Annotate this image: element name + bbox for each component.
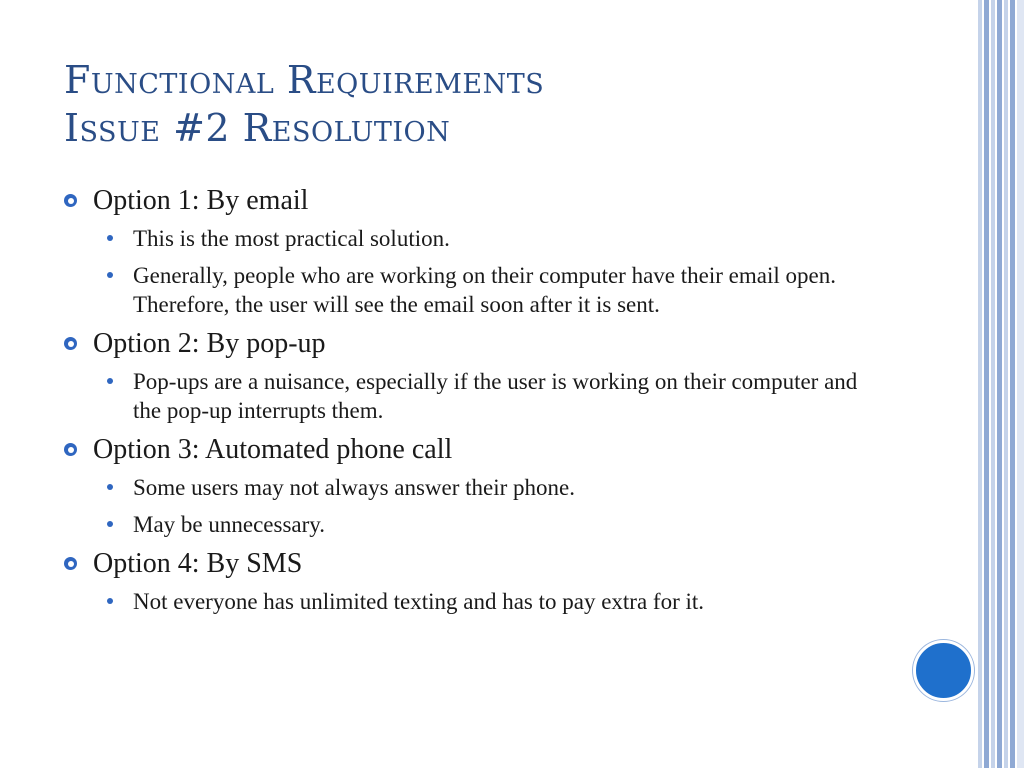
option-points: [93, 224, 894, 319]
decorative-stripe: [978, 0, 982, 768]
slide-body: [64, 184, 894, 624]
ring-bullet-icon: [64, 557, 77, 570]
slide-title: [64, 56, 544, 152]
point-text: Pop-ups are a nuisance, especially if the user is working on their computer and the pop-up interrupts them.: [133, 369, 858, 423]
list-item: [133, 224, 894, 253]
option-4: [64, 547, 894, 616]
slide-title-line-1: Functional Requirements: [64, 58, 545, 102]
ring-bullet-icon: [64, 337, 77, 350]
dot-bullet-icon: [107, 484, 113, 490]
option-label: Option 3: Automated phone call: [93, 434, 453, 465]
decorative-circle: [913, 640, 974, 701]
option-label: Option 4: By SMS: [93, 548, 303, 579]
decorative-stripe: [997, 0, 1002, 768]
ring-bullet-icon: [64, 443, 77, 456]
dot-bullet-icon: [107, 272, 113, 278]
option-label: Option 1: By email: [93, 185, 309, 216]
point-text: Generally, people who are working on their computer have their email open. Therefore, the user will see the email soon after it is sent.: [133, 263, 836, 317]
option-points: [93, 587, 894, 616]
list-item: [133, 261, 894, 319]
option-1: [64, 184, 894, 319]
decorative-stripe: [1010, 0, 1015, 768]
option-label: Option 2: By pop-up: [93, 328, 326, 359]
dot-bullet-icon: [107, 378, 113, 384]
decorative-stripe: [1017, 0, 1024, 768]
dot-bullet-icon: [107, 598, 113, 604]
option-2: [64, 327, 894, 425]
point-text: Not everyone has unlimited texting and has to pay extra for it.: [133, 589, 705, 614]
list-item: [133, 510, 894, 539]
list-item: [133, 587, 894, 616]
option-points: [93, 367, 894, 425]
decorative-stripe: [984, 0, 989, 768]
dot-bullet-icon: [107, 235, 113, 241]
option-3: [64, 433, 894, 539]
point-text: Some users may not always answer their phone.: [133, 475, 576, 500]
dot-bullet-icon: [107, 521, 113, 527]
point-text: This is the most practical solution.: [133, 226, 450, 251]
ring-bullet-icon: [64, 194, 77, 207]
point-text: May be unnecessary.: [133, 512, 326, 537]
decorative-stripe: [1004, 0, 1008, 768]
option-points: [93, 473, 894, 539]
list-item: [133, 473, 894, 502]
slide-title-line-2: Issue #2 Resolution: [64, 106, 451, 150]
list-item: [133, 367, 894, 425]
decorative-stripe: [991, 0, 995, 768]
